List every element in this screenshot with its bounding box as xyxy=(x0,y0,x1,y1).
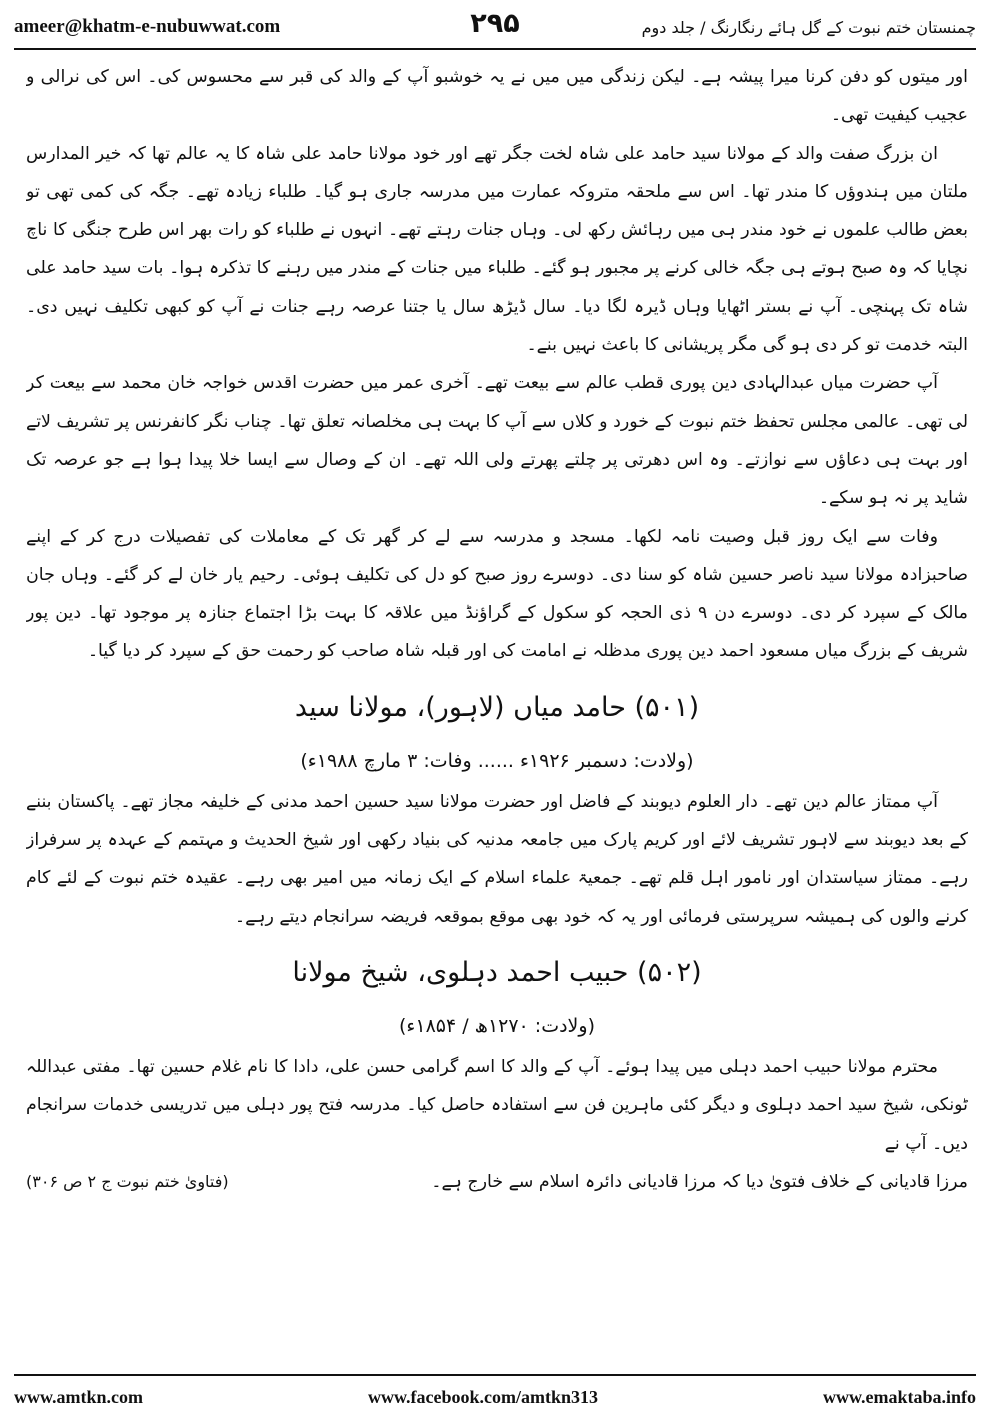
page-footer xyxy=(14,1374,976,1418)
section-heading: (۵۰۱) حامد میاں (لاہور)، مولانا سید xyxy=(294,691,700,723)
paragraph: وفات سے ایک روز قبل وصیت نامہ لکھا۔ مسجد و مدرسہ سے لے کر گھر تک کے معاملات کی تفصیلات درج کر کے اپنے صاحبزادہ مولانا سید ناصر حسین شاہ کو سنا دی۔ دوسرے روز صبح کو دل کی تکلیف ہوئی۔ رحیم یار خان لے کر گئے۔ وہاں جان مالک کے سپرد کر دی۔ دوسرے دن ۹ ذی الحجہ کو سکول کے گراؤنڈ میں علاقہ کا بہت بڑا اجتماع جنازہ پر موجود تھا۔ دین پور شریف کے بزرگ میاں مسعود احمد دین پوری مدظلہ نے امامت کی اور قبلہ شاہ صاحب کو رحمت حق کے سپرد کر دیا گیا۔ xyxy=(26,526,968,662)
paragraph: آپ حضرت میاں عبدالہادی دین پوری قطب عالم سے بیعت تھے۔ آخری عمر میں حضرت اقدس خواجہ خان محمد سے بیعت کر لی تھی۔ عالمی مجلس تحفظ ختم نبوت کے خورد و کلاں سے آپ کا بہت ہی مخلصانہ تعلق تھا۔ چناب نگر کانفرنس پر تشریف لاتے اور بہت ہی دعاؤں سے نوازتے۔ وہ اس دھرتی پر چلتے پھرتے ولی اللہ تھے۔ ان کے وصال سے ایسا خلا پیدا ہوا ہے جو عرصہ تک شاید پر نہ ہو سکے۔ xyxy=(26,373,968,509)
last-line xyxy=(26,1163,968,1201)
paragraph-end: مرزا قادیانی کے خلاف فتویٰ دیا کہ مرزا قادیانی دائرہ اسلام سے خارج ہے۔ xyxy=(431,1171,968,1192)
footer-link-facebook[interactable]: www.facebook.com/amtkn313 xyxy=(367,1386,598,1407)
paragraph: محترم مولانا حبیب احمد دہلی میں پیدا ہوئے۔ آپ کے والد کا اسم گرامی حسن علی، دادا کا نام غلام حسین تھا۔ مفتی عبداللہ ٹونکی، شیخ سید احمد دہلوی و دیگر کئی ماہرین فن سے استفادہ حاصل کیا۔ مدرسہ فتح پور دہلی میں تدریسی خدمات سرانجام دیں۔ آپ نے xyxy=(26,1056,968,1154)
section-dates: (ولادت: ۱۲۷۰ھ / ۱۸۵۴ء) xyxy=(399,1014,595,1037)
section-heading: (۵۰۲) حبیب احمد دہلوی، شیخ مولانا xyxy=(292,956,702,988)
page-content xyxy=(26,58,968,1354)
page-number: ۲۹۵ xyxy=(470,8,520,39)
citation: (فتاویٰ ختم نبوت ج ۲ ص ۳۰۶) xyxy=(26,1171,229,1191)
section-dates: (ولادت: دسمبر ۱۹۲۶ء ...... وفات: ۳ مارچ ۱۹۸۸ء) xyxy=(300,749,694,772)
page-header xyxy=(14,6,976,50)
footer-link-emaktaba[interactable]: www.emaktaba.info xyxy=(822,1386,976,1407)
header-email[interactable]: ameer@khatm-e-nubuwwat.com xyxy=(14,16,281,37)
paragraph: ان بزرگ صفت والد کے مولانا سید حامد علی شاہ لخت جگر تھے اور خود مولانا حامد علی شاہ کا یہ عالم تھا کہ خیر المدارس ملتان میں ہندوؤں کا مندر تھا۔ اس سے ملحقہ متروکہ عمارت میں مدرسہ جاری ہو گیا۔ طلباء زیادہ تھے۔ جگہ کی کمی تھی تو بعض طالب علموں نے خود مندر ہی میں رہائش رکھ لی۔ وہاں جنات رہتے تھے۔ انہوں نے طلباء کو رات بھر اس طرح جنگی کا ناچ نچایا کہ وہ صبح ہوتے ہی جگہ خالی کرنے پر مجبور ہو گئے۔ طلباء میں جنات کے مندر میں رہنے کا تذکرہ ہوا۔ بات سید حامد علی شاہ تک پہنچی۔ آپ نے بستر اٹھایا وہاں ڈیرہ لگا دیا۔ سال ڈیڑھ سال یا جتنا عرصہ رہے جنات نے آپ کو کبھی تکلیف نہیں دی۔ البتہ خدمت تو کر دی ہو گی مگر پریشانی کا باعث نہیں بنے۔ xyxy=(26,143,968,356)
paragraph: اور میتوں کو دفن کرنا میرا پیشہ ہے۔ لیکن زندگی میں میں نے یہ خوشبو آپ کے والد کی قبر سے محسوس کی۔ اس کی نرالی و عجیب کیفیت تھی۔ xyxy=(26,67,968,126)
book-title: چمنستان ختم نبوت کے گل ہائے رنگارنگ / جلد دوم xyxy=(641,17,976,37)
paragraph: آپ ممتاز عالم دین تھے۔ دار العلوم دیوبند کے فاضل اور حضرت مولانا سید حسین احمد مدنی کے خلیفہ مجاز تھے۔ پاکستان بننے کے بعد دیوبند سے لاہور تشریف لائے اور کریم پارک میں جامعہ مدنیہ کی بنیاد رکھی اور شیخ الحدیث و مہتمم کے عہدہ پر سرفراز رہے۔ ممتاز سیاستدان اور نامور اہل قلم تھے۔ جمعیۃ علماء اسلام کے ایک زمانہ میں امیر بھی رہے۔ عقیدہ ختم نبوت کے لئے کام کرنے والوں کی ہمیشہ سرپرستی فرمائی اور یہ کہ خود بھی موقع بموقعہ فریضہ سرانجام دیتے رہے۔ xyxy=(26,791,968,927)
footer-link-amtkn[interactable]: www.amtkn.com xyxy=(14,1386,143,1407)
